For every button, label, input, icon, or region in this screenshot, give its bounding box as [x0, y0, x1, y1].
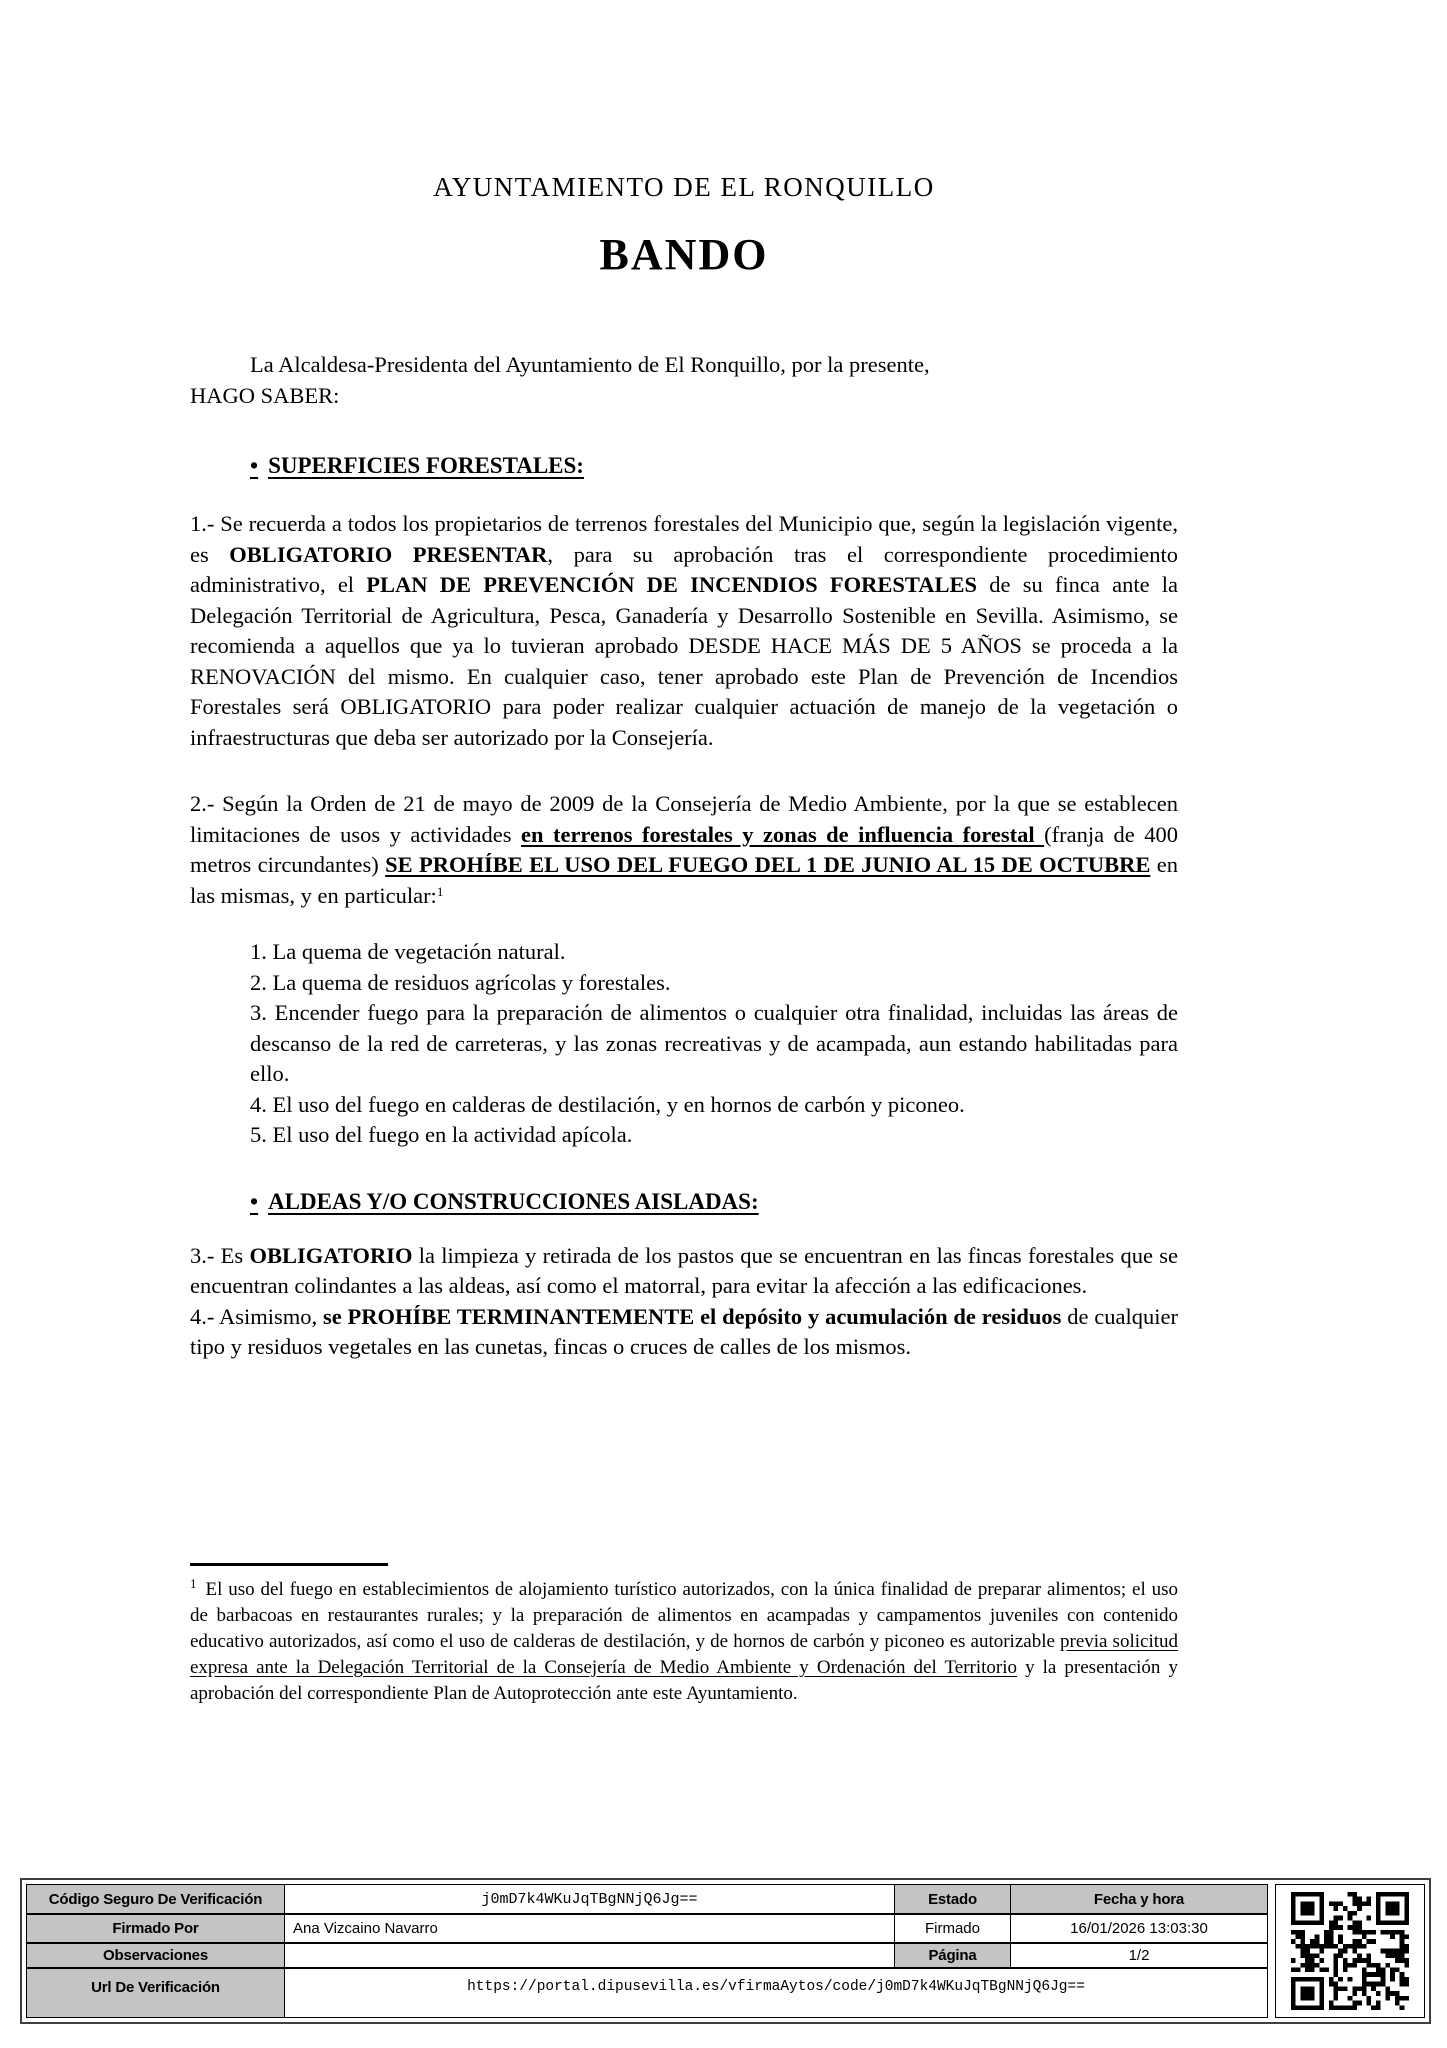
pagina-label: Página [895, 1944, 1011, 1969]
pagina-value: 1/2 [1011, 1944, 1267, 1969]
footnote-text [190, 1577, 1178, 1707]
list-item: 4. El uso del fuego en calderas de destilación, y en hornos de carbón y piconeo. [250, 1091, 965, 1117]
paragraph-4: 4.- Asimismo, se PROHÍBE TERMINANTEMENTE el depósito y acumulación de residuos de cualquier tipo y residuos vegetales en las cunetas, fincas o cruces de calles de los mismos. [190, 1303, 1178, 1359]
paragraph-2: 2.- Según la Orden de 21 de mayo de 2009 de la Consejería de Medio Ambiente, por la que se establecen limitaciones de usos y actividades en terrenos forestales y zonas de influencia forestal (franja de 400 metros circundantes) SE PROHÍBE EL USO DEL FUEGO DEL 1 DE JUNIO AL 15 DE OCTUBRE en las mismas, y en particular:$^1$ [190, 791, 1178, 908]
bullet-icon: • [250, 1188, 259, 1214]
footnote-separator [190, 1563, 388, 1566]
observaciones-value [285, 1944, 895, 1969]
footnote-body: El uso del fuego en establecimientos de alojamiento turístico autorizados, con la única finalidad de preparar alimentos; el uso de barbacoas en restaurantes rurales; y la preparación de alimentos en acampadas y campamentos juveniles con contenido educativo autorizados, así como el uso de calderas de destilación, y de hornos de carbón y piconeo es autorizable previa solicitud expresa ante la Delegación Territorial de la Consejería de Medio Ambiente y Ordenación del Territorio y la presentación y aprobación del correspondiente Plan de Autoprotección ante este Ayuntamiento. [190, 1579, 1178, 1704]
url-value: https://portal.dipusevilla.es/vfirmaAytos/code/j0mD7k4WKuJqTBgNNjQ6Jg== [285, 1969, 1267, 2017]
paragraph-3: 3.- Es OBLIGATORIO la limpieza y retirada de los pastos que se encuentran en las fincas forestales que se encuentran colindantes a las aldeas, así como el matorral, para evitar la afección a las edificaciones. [190, 1242, 1178, 1298]
firmado-por-value: Ana Vizcaino Navarro [285, 1915, 895, 1944]
footnote-ref: 1 [190, 1576, 197, 1591]
organization-name: AYUNTAMIENTO DE EL RONQUILLO [433, 172, 935, 202]
estado-value: Firmado [895, 1915, 1011, 1944]
url-label: Url De Verificación [27, 1969, 285, 2017]
prohibited-activities-list [250, 937, 1178, 1151]
estado-label: Estado [895, 1885, 1011, 1915]
paragraph-1: 1.- Se recuerda a todos los propietarios de terrenos forestales del Municipio que, según la legislación vigente, es OBLIGATORIO PRESENTAR, para su aprobación tras el correspondiente procedimiento administrativo, el PLAN DE PREVENCIÓN DE INCENDIOS FORESTALES de su finca ante la Delegación Territorial de Agricultura, Pesca, Ganadería y Desarrollo Sostenible en Sevilla. Asimismo, se recomienda a aquellos que ya lo tuvieran aprobado DESDE HACE MÁS DE 5 AÑOS se proceda a la RENOVACIÓN del mismo. En cualquier caso, tener aprobado este Plan de Prevención de Incendios Forestales será OBLIGATORIO para poder realizar cualquier actuación de manejo de la vegetación o infraestructuras que deba ser autorizado por la Consejería. [190, 511, 1179, 750]
csv-value: j0mD7k4WKuJqTBgNNjQ6Jg== [285, 1885, 895, 1915]
firmado-por-label: Firmado Por [27, 1915, 285, 1944]
document-title: BANDO [599, 230, 769, 279]
bullet-icon: • [250, 453, 259, 478]
footnote-section [190, 1563, 1178, 1707]
list-item: 5. El uso del fuego en la actividad apícola. [250, 1122, 633, 1147]
signature-table [26, 1884, 1268, 2018]
section-heading-aldeas [250, 1189, 1178, 1215]
list-item: 2. La quema de residuos agrícolas y forestales. [250, 969, 671, 995]
fecha-label: Fecha y hora [1011, 1885, 1267, 1915]
section-heading-superficies-forestales [250, 453, 1178, 479]
section-heading-label: SUPERFICIES FORESTALES: [268, 453, 584, 478]
signature-verification-footer [20, 1878, 1431, 2024]
list-item: 1. La quema de vegetación natural. [250, 939, 566, 964]
intro-paragraph: La Alcaldesa-Presidenta del Ayuntamiento de El Ronquillo, por la presente, HAGO SABER: [190, 352, 930, 408]
observaciones-label: Observaciones [27, 1944, 285, 1969]
list-item: 3. Encender fuego para la preparación de alimentos o cualquier otra finalidad, incluidas las áreas de descanso de la red de carreteras, y las zonas recreativas y de acampada, aun estando habilitadas para ello. [250, 1000, 1178, 1086]
csv-label: Código Seguro De Verificación [27, 1885, 285, 1915]
fecha-value: 16/01/2026 13:03:30 [1011, 1915, 1267, 1944]
qr-code [1275, 1884, 1425, 2018]
section-heading-label: ALDEAS Y/O CONSTRUCCIONES AISLADAS: [268, 1188, 759, 1214]
